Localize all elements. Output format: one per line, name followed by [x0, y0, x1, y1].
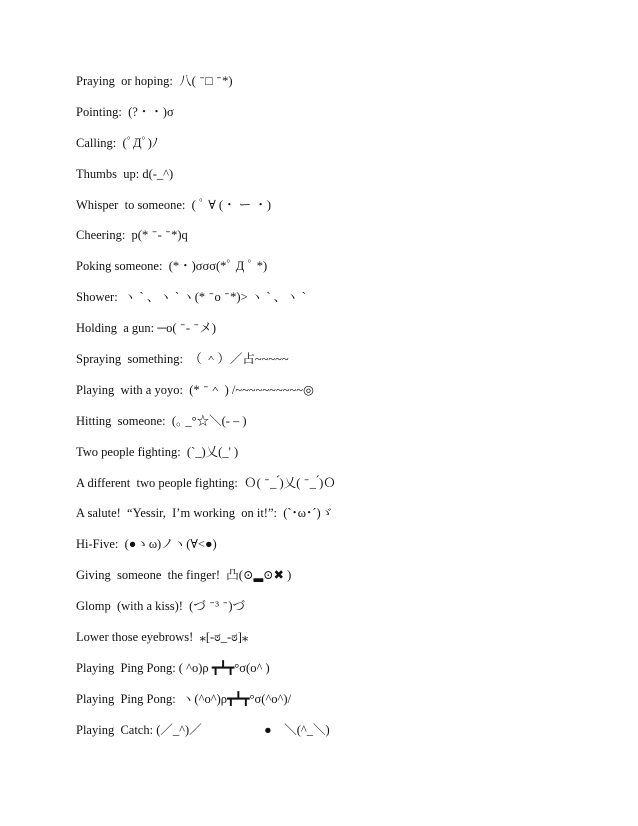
list-item: Playing Catch: (／_^)／ ● ＼(^_＼) [76, 722, 330, 737]
list-item: Holding a gun: ─o( ̄ - ̄ メ) [76, 321, 217, 336]
list-item: Playing Ping Pong: ( ^o)ρ ┳┻┳°σ(o^ ) [76, 660, 270, 675]
list-item: Shower: ヽ ` 、ヽ ` ヽ(* ̄ o ̄ *)> ヽ ` 、ヽ ` [76, 290, 306, 305]
list-item: Whisper to someone: ( ﾟ ∀ (・ ー ・) [76, 197, 272, 212]
list-item: Calling: (ﾟДﾟ)ﾉ [76, 135, 159, 150]
list-item: Hitting someone: (｡ _°☆＼(- – ) [76, 413, 247, 428]
list-item: Hi-Five: (●ゝω)ノヽ(∀<●) [76, 537, 217, 552]
list-item: Praying or hoping: 八( ̄ □ ̄ *) [76, 74, 233, 88]
list-item: Two people fighting: (`_)乂(_' ) [76, 444, 239, 459]
list-item: Spraying something: （ ＾）／占~~~~~ [76, 352, 289, 367]
list-item: Playing Ping Pong: ヽ(^o^)ρ┳┻┳°σ(^o^)/ [76, 691, 292, 706]
list-item: Poking someone: (*・)σσσ(*ﾟ Д ﾟ *) [76, 259, 268, 274]
list-item: Cheering: p(* ̄ - ̄ *)q [76, 228, 188, 243]
list-item: Pointing: (?・・)σ [76, 104, 174, 119]
list-item: Lower those eyebrows! ⁎[-ಠ_-ಠ]⁎ [76, 630, 249, 645]
list-item: Glomp (with a kiss)! (づ ̄ ³ ̄ )づ [76, 599, 246, 614]
list-item: A salute! “Yessir, I’m working on it!”: (`･ω･´)ゞ [76, 506, 334, 521]
list-item: A different two people fighting: Ｏ( ̄ _ ́)乂( ̄ _ ́)Ｏ [76, 475, 336, 490]
list-item: Playing with a yoyo: (* ̄ ＾ ) /~~~~~~~~~~◎ [76, 382, 314, 397]
list-item: Giving someone the finger! 凸(⊙▂⊙✖ ) [76, 568, 292, 583]
emoticon-list [76, 73, 596, 753]
list-item: Thumbs up: d(-_^) [76, 166, 174, 181]
